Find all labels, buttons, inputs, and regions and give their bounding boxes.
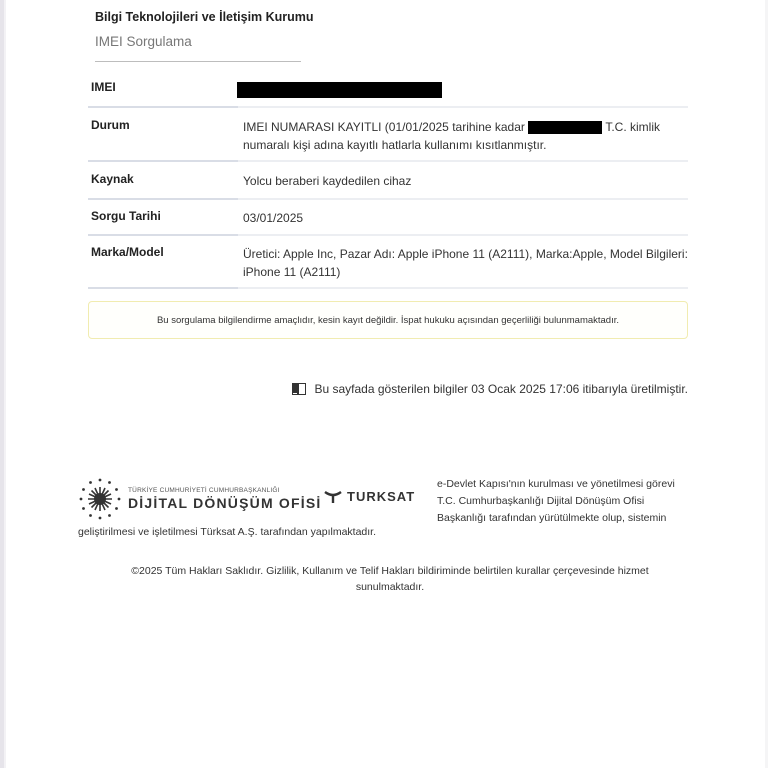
table-row-imei bbox=[88, 72, 688, 108]
ddo-logo bbox=[78, 477, 321, 521]
turksat-icon bbox=[324, 490, 342, 504]
turksat-logo bbox=[324, 489, 415, 504]
row-label: IMEI bbox=[91, 80, 116, 94]
row-label: Kaynak bbox=[91, 172, 134, 186]
row-value: 03/01/2025 bbox=[243, 211, 304, 225]
turksat-text: TURKSAT bbox=[347, 489, 416, 504]
redacted-id-number bbox=[528, 121, 602, 134]
table-row-kaynak bbox=[88, 162, 688, 200]
table-row-durum bbox=[88, 108, 688, 162]
table-row-sorgu-tarihi bbox=[88, 200, 688, 236]
footer-info-left: geliştirilmesi ve işletilmesi Türksat A.Ş. tarafından yapılmaktadır. bbox=[78, 526, 377, 538]
page-header bbox=[95, 10, 314, 49]
page-title: IMEI Sorgulama bbox=[95, 34, 192, 49]
generated-timestamp bbox=[292, 382, 688, 396]
ddo-small-text: TÜRKİYE CUMHURİYETİ CUMHURBAŞKANLIĞI bbox=[128, 487, 280, 494]
table-row-marka-model bbox=[88, 236, 688, 289]
disclaimer-notice bbox=[88, 301, 688, 339]
ddo-big-text: DİJİTAL DÖNÜŞÜM OFİSİ bbox=[128, 495, 322, 511]
row-label: Sorgu Tarihi bbox=[91, 209, 161, 223]
page-edge-left-inner bbox=[4, 0, 6, 768]
header-divider bbox=[95, 61, 301, 62]
organization-name: Bilgi Teknolojileri ve İletişim Kurumu bbox=[95, 10, 314, 24]
row-label: Durum bbox=[91, 118, 130, 132]
sun-emblem-icon bbox=[78, 477, 122, 521]
result-table bbox=[88, 72, 688, 289]
footer-info-right: e-Devlet Kapısı'nın kurulması ve yönetilmesi görevi T.C. Cumhurbaşkanlığı Dijital Dönüşüm Ofisi Başkanlığı tarafından yürütülmekte olup, sistemin bbox=[437, 478, 675, 524]
row-label: Marka/Model bbox=[91, 245, 164, 259]
redacted-imei bbox=[237, 82, 442, 98]
disclaimer-text: Bu sorgulama bilgilendirme amaçlıdır, kesin kayıt değildir. İspat hukuku açısından geçerliliği bulunmamaktadır. bbox=[156, 314, 620, 326]
copyright-text: ©2025 Tüm Hakları Saklıdır. Gizlilik, Kullanım ve Telif Hakları bildiriminde belirtilen kurallar çerçevesinde hizmet sunulmaktadır. bbox=[131, 565, 649, 593]
row-value: Üretici: Apple Inc, Pazar Adı: Apple iPhone 11 (A2111), Marka:Apple, Model Bilgileri: iPhone 11 (A2111) bbox=[243, 247, 688, 279]
book-icon bbox=[292, 383, 306, 395]
generated-text: Bu sayfada gösterilen bilgiler 03 Ocak 2025 17:06 itibarıyla üretilmiştir. bbox=[314, 382, 688, 396]
row-value: Yolcu beraberi kaydedilen cihaz bbox=[243, 174, 412, 188]
row-divider bbox=[88, 287, 688, 289]
row-value bbox=[243, 80, 688, 100]
row-value: IMEI NUMARASI KAYITLI (01/01/2025 tarihine kadar T.C. kimlik numaralı kişi adına kayıtlı hatlarla kullanımı kısıtlanmıştır. bbox=[243, 120, 661, 152]
